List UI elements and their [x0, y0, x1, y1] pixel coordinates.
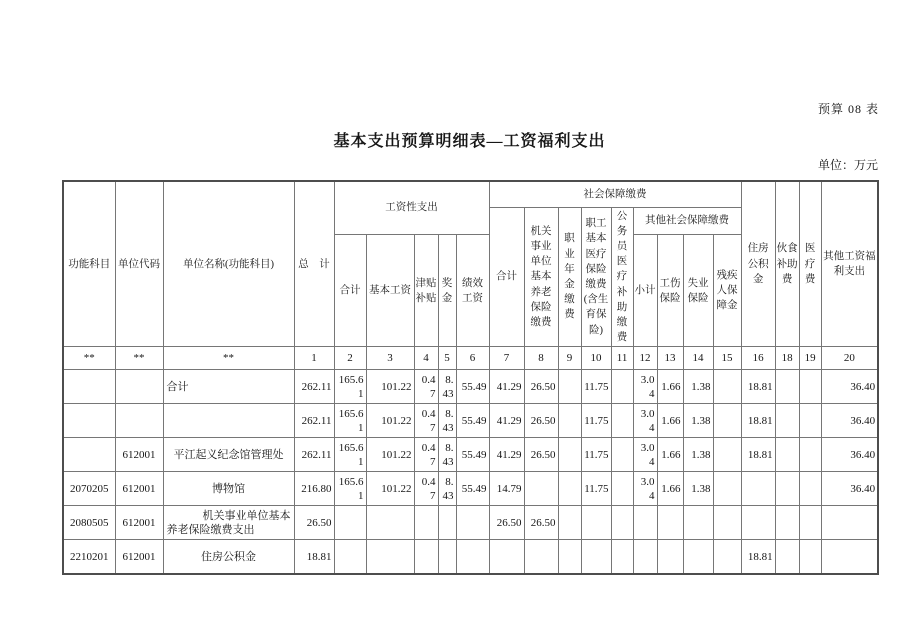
column-index-row — [63, 347, 878, 370]
value-cell — [414, 506, 438, 540]
value-cell: 0.47 — [414, 404, 438, 438]
unit-code-cell: 612001 — [115, 540, 163, 574]
value-cell: 55.49 — [456, 404, 489, 438]
col-header-injury-insurance: 工伤保险 — [657, 235, 683, 347]
col-index-cell: 3 — [366, 347, 414, 370]
unit-code-cell: 612001 — [115, 472, 163, 506]
value-cell: 101.22 — [366, 438, 414, 472]
col-index-cell: 1 — [294, 347, 334, 370]
value-cell: 36.40 — [821, 472, 878, 506]
value-cell — [775, 506, 799, 540]
value-cell: 262.11 — [294, 370, 334, 404]
value-cell: 41.29 — [489, 438, 524, 472]
value-cell: 165.61 — [334, 370, 366, 404]
col-header-grand-total: 总 计 — [294, 181, 334, 347]
value-cell — [713, 370, 741, 404]
value-cell — [334, 540, 366, 574]
col-index-cell: 20 — [821, 347, 878, 370]
value-cell: 18.81 — [741, 540, 775, 574]
value-cell: 41.29 — [489, 404, 524, 438]
unit-name-cell: 机关事业单位基本养老保险缴费支出 — [163, 506, 294, 540]
value-cell: 1.66 — [657, 404, 683, 438]
col-header-civil-servant-medical: 公务员医疗补助缴费 — [611, 207, 633, 347]
value-cell: 1.38 — [683, 370, 713, 404]
col-index-cell: ** — [63, 347, 115, 370]
value-cell — [799, 438, 821, 472]
value-cell — [775, 438, 799, 472]
value-cell: 11.75 — [581, 438, 611, 472]
col-index-cell: 18 — [775, 347, 799, 370]
value-cell: 0.47 — [414, 472, 438, 506]
value-cell — [799, 506, 821, 540]
unit-name-cell: 住房公积金 — [163, 540, 294, 574]
value-cell — [775, 370, 799, 404]
value-cell — [334, 506, 366, 540]
value-cell: 262.11 — [294, 438, 334, 472]
col-index-cell: 8 — [524, 347, 558, 370]
col-group-other-social-insurance: 其他社会保障缴费 — [633, 207, 741, 235]
unit-name-cell: 合计 — [163, 370, 294, 404]
value-cell: 216.80 — [294, 472, 334, 506]
col-header-subtotal: 小计 — [633, 235, 657, 347]
unit-name-cell: 平江起义纪念馆管理处 — [163, 438, 294, 472]
func-code-cell — [63, 370, 115, 404]
value-cell: 165.61 — [334, 438, 366, 472]
table-row — [63, 540, 878, 574]
col-index-cell: 13 — [657, 347, 683, 370]
value-cell — [611, 370, 633, 404]
value-cell: 0.47 — [414, 370, 438, 404]
value-cell: 36.40 — [821, 370, 878, 404]
col-index-cell: ** — [163, 347, 294, 370]
col-index-cell: 10 — [581, 347, 611, 370]
value-cell: 18.81 — [741, 404, 775, 438]
unit-code-cell: 612001 — [115, 506, 163, 540]
func-code-cell: 2080505 — [63, 506, 115, 540]
value-cell: 165.61 — [334, 472, 366, 506]
value-cell — [683, 506, 713, 540]
value-cell — [558, 506, 581, 540]
table-row — [63, 438, 878, 472]
value-cell — [799, 472, 821, 506]
value-cell: 18.81 — [741, 370, 775, 404]
value-cell: 26.50 — [524, 404, 558, 438]
col-header-disability-fund: 残疾人保障金 — [713, 235, 741, 347]
value-cell — [611, 472, 633, 506]
col-group-social-insurance: 社会保障缴费 — [489, 181, 741, 207]
value-cell — [741, 472, 775, 506]
func-code-cell — [63, 404, 115, 438]
value-cell — [558, 540, 581, 574]
col-index-cell: ** — [115, 347, 163, 370]
value-cell — [438, 506, 456, 540]
value-cell — [611, 506, 633, 540]
col-header-bonus: 奖金 — [438, 235, 456, 347]
unit-label: 单位：万元 — [817, 158, 878, 172]
value-cell — [611, 540, 633, 574]
value-cell — [558, 472, 581, 506]
value-cell — [799, 404, 821, 438]
value-cell: 1.66 — [657, 370, 683, 404]
value-cell — [775, 472, 799, 506]
value-cell — [741, 506, 775, 540]
col-index-cell: 9 — [558, 347, 581, 370]
col-header-unemployment-insurance: 失业保险 — [683, 235, 713, 347]
budget-table — [62, 180, 879, 575]
value-cell: 165.61 — [334, 404, 366, 438]
col-index-cell: 6 — [456, 347, 489, 370]
table-row — [63, 404, 878, 438]
col-header-wage-total: 合计 — [334, 235, 366, 347]
col-header-medical-fee: 医疗费 — [799, 181, 821, 347]
col-header-allowance: 津贴补贴 — [414, 235, 438, 347]
value-cell: 1.66 — [657, 472, 683, 506]
unit-code-cell — [115, 370, 163, 404]
col-index-cell: 12 — [633, 347, 657, 370]
value-cell: 1.38 — [683, 404, 713, 438]
value-cell — [775, 404, 799, 438]
value-cell — [713, 540, 741, 574]
col-index-cell: 14 — [683, 347, 713, 370]
unit-code-cell — [115, 404, 163, 438]
value-cell — [581, 506, 611, 540]
value-cell — [524, 540, 558, 574]
col-header-unit-code: 单位代码 — [115, 181, 163, 347]
value-cell: 8.43 — [438, 404, 456, 438]
value-cell: 26.50 — [294, 506, 334, 540]
col-index-cell: 15 — [713, 347, 741, 370]
value-cell: 262.11 — [294, 404, 334, 438]
col-header-pension: 机关事业单位基本养老保险缴费 — [524, 207, 558, 347]
col-index-cell: 19 — [799, 347, 821, 370]
func-code-cell: 2070205 — [63, 472, 115, 506]
value-cell: 18.81 — [741, 438, 775, 472]
func-code-cell — [63, 438, 115, 472]
value-cell — [713, 506, 741, 540]
value-cell — [456, 540, 489, 574]
value-cell — [713, 438, 741, 472]
value-cell: 3.04 — [633, 370, 657, 404]
value-cell — [366, 506, 414, 540]
value-cell — [683, 540, 713, 574]
table-row — [63, 506, 878, 540]
value-cell: 26.50 — [489, 506, 524, 540]
value-cell — [713, 472, 741, 506]
form-number-label: 预算 08 表 — [817, 102, 879, 116]
value-cell — [558, 404, 581, 438]
value-cell: 1.66 — [657, 438, 683, 472]
value-cell — [611, 438, 633, 472]
col-index-cell: 4 — [414, 347, 438, 370]
value-cell — [581, 540, 611, 574]
value-cell — [558, 370, 581, 404]
table-body — [63, 347, 878, 574]
value-cell — [366, 540, 414, 574]
table-row — [63, 370, 878, 404]
value-cell: 3.04 — [633, 472, 657, 506]
value-cell: 26.50 — [524, 506, 558, 540]
value-cell — [633, 540, 657, 574]
value-cell: 18.81 — [294, 540, 334, 574]
value-cell — [611, 404, 633, 438]
col-index-cell: 2 — [334, 347, 366, 370]
col-header-housing-fund: 住房公积金 — [741, 181, 775, 347]
table-row — [63, 472, 878, 506]
col-header-function-category: 功能科目 — [63, 181, 115, 347]
value-cell: 55.49 — [456, 370, 489, 404]
value-cell: 55.49 — [456, 472, 489, 506]
value-cell: 101.22 — [366, 370, 414, 404]
value-cell: 11.75 — [581, 404, 611, 438]
value-cell: 8.43 — [438, 370, 456, 404]
value-cell: 0.47 — [414, 438, 438, 472]
col-index-cell: 16 — [741, 347, 775, 370]
col-index-cell: 11 — [611, 347, 633, 370]
value-cell — [489, 540, 524, 574]
value-cell: 8.43 — [438, 438, 456, 472]
page-title: 基本支出预算明细表—工资福利支出 — [333, 133, 606, 150]
value-cell — [633, 506, 657, 540]
unit-code-cell: 612001 — [115, 438, 163, 472]
value-cell — [414, 540, 438, 574]
value-cell: 101.22 — [366, 472, 414, 506]
value-cell — [799, 370, 821, 404]
col-header-performance-wage: 绩效工资 — [456, 235, 489, 347]
unit-name-cell — [163, 404, 294, 438]
header-row-1 — [63, 181, 878, 207]
table-header — [63, 181, 878, 347]
col-header-basic-wage: 基本工资 — [366, 235, 414, 347]
col-header-unit-name: 单位名称(功能科目) — [163, 181, 294, 347]
value-cell — [775, 540, 799, 574]
value-cell — [821, 506, 878, 540]
col-index-cell: 5 — [438, 347, 456, 370]
value-cell — [657, 506, 683, 540]
value-cell — [558, 438, 581, 472]
value-cell: 1.38 — [683, 472, 713, 506]
value-cell: 26.50 — [524, 370, 558, 404]
value-cell: 26.50 — [524, 438, 558, 472]
value-cell: 11.75 — [581, 472, 611, 506]
col-header-medical-insurance: 职工基本医疗保险缴费(含生育保险) — [581, 207, 611, 347]
value-cell: 55.49 — [456, 438, 489, 472]
col-index-cell: 7 — [489, 347, 524, 370]
value-cell: 8.43 — [438, 472, 456, 506]
value-cell: 3.04 — [633, 404, 657, 438]
value-cell: 3.04 — [633, 438, 657, 472]
col-header-meal-subsidy: 伙食补助费 — [775, 181, 799, 347]
value-cell: 36.40 — [821, 438, 878, 472]
value-cell — [799, 540, 821, 574]
value-cell: 11.75 — [581, 370, 611, 404]
value-cell — [713, 404, 741, 438]
value-cell — [524, 472, 558, 506]
value-cell: 36.40 — [821, 404, 878, 438]
col-header-social-total: 合计 — [489, 207, 524, 347]
value-cell: 101.22 — [366, 404, 414, 438]
col-group-wage-expenditure: 工资性支出 — [334, 181, 489, 235]
col-header-occupational-annuity: 职业年金缴费 — [558, 207, 581, 347]
value-cell: 41.29 — [489, 370, 524, 404]
value-cell — [438, 540, 456, 574]
value-cell: 1.38 — [683, 438, 713, 472]
unit-name-cell: 博物馆 — [163, 472, 294, 506]
value-cell — [456, 506, 489, 540]
col-header-other-welfare: 其他工资福利支出 — [821, 181, 878, 347]
value-cell: 14.79 — [489, 472, 524, 506]
value-cell — [657, 540, 683, 574]
func-code-cell: 2210201 — [63, 540, 115, 574]
value-cell — [821, 540, 878, 574]
